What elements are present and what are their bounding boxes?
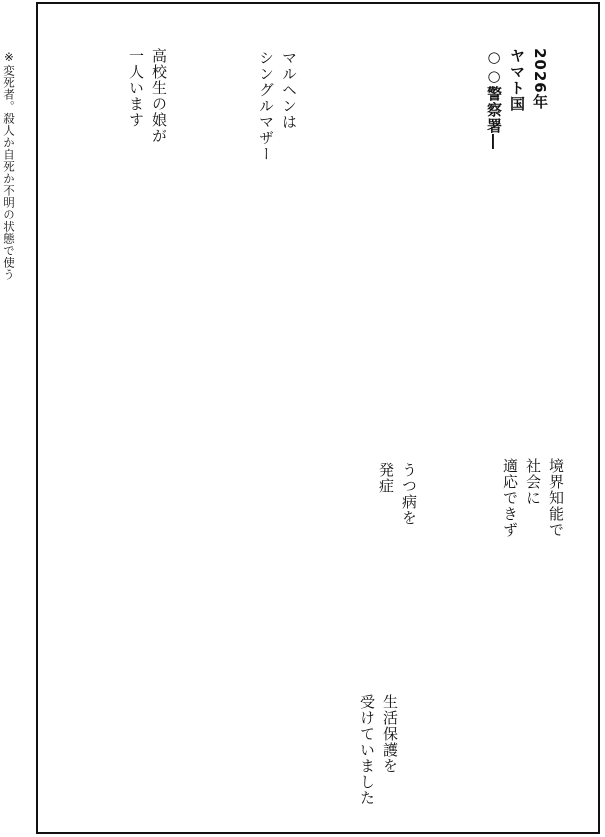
borderline-intelligence-caption: 境界知能で 社会に 適応できず [501, 458, 565, 538]
footnote-text: ※変死者。殺人か自死か不明の状態で使う [2, 50, 16, 281]
setting-caption: 2026年 ヤマト国 ○○警察署― [485, 48, 549, 150]
welfare-caption: 生活保護を 受けていました [358, 694, 399, 806]
daughter-caption: 高校生の娘が 一人います [127, 48, 168, 144]
single-mother-caption: マルヘンは シングルマザー [257, 50, 298, 162]
depression-caption: うつ病を 発症 [377, 462, 418, 526]
